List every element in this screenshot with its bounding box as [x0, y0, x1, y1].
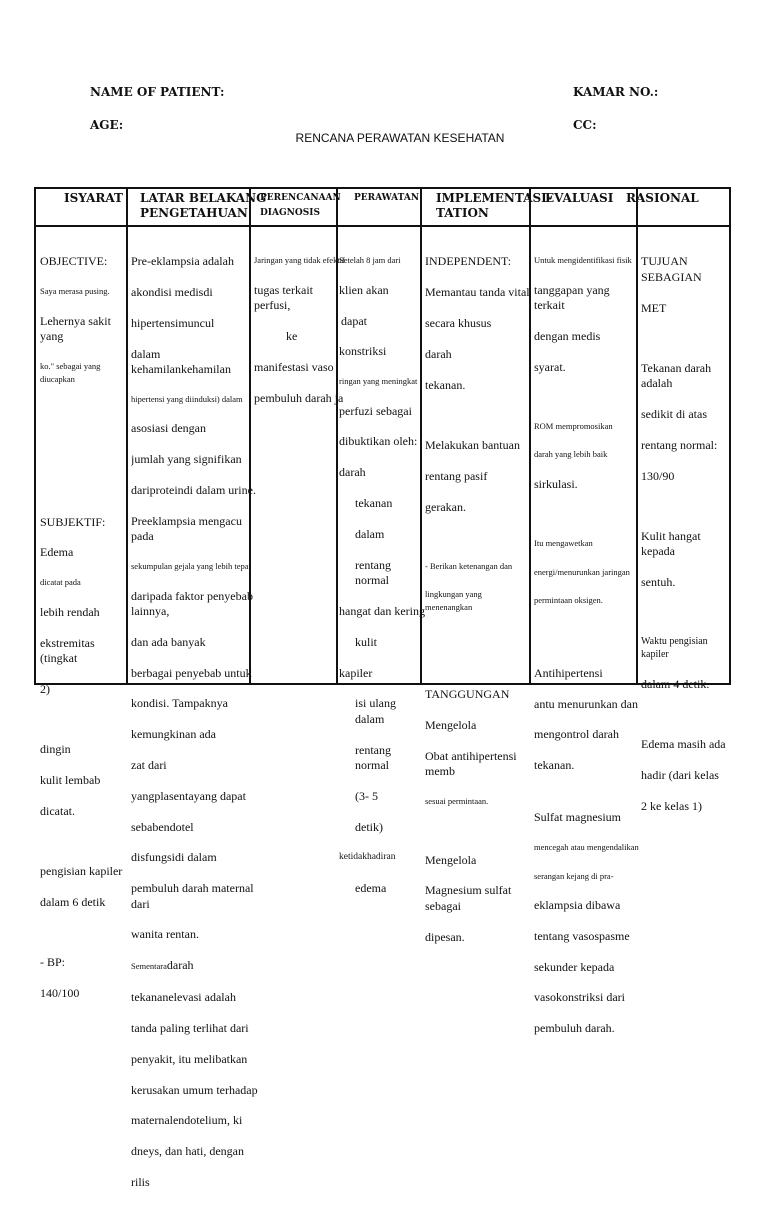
evaluasi-line: Antihipertensi [534, 665, 603, 680]
implementasi-line: dipesan. [425, 929, 465, 944]
perawatan-line: rentang normal [355, 557, 391, 588]
latar-line: zat dari [131, 758, 167, 772]
latar-line: kondisi. Tampaknya [131, 696, 228, 711]
implementasi-line: darah [425, 346, 452, 361]
rasional-line: Waktu pengisian kapiler [641, 636, 708, 661]
latar-line: dan ada banyak [131, 634, 206, 649]
evaluasi-line: vasokonstriksi dari [534, 990, 625, 1005]
evaluasi-column [534, 239, 642, 1052]
care-plan-table [34, 187, 731, 1189]
perawatan-line: kapiler [339, 665, 373, 680]
perawatan-line: konstriksi [339, 344, 387, 359]
evaluasi-line: antu menurunkan dan [534, 696, 638, 711]
isyarat-line: ko." sebagai yang diucapkan [40, 360, 101, 384]
implementasi-column [425, 239, 531, 960]
latar-line: hipertensimuncul [131, 316, 215, 331]
perawatan-line: darah [339, 465, 366, 480]
latar-line: Preeklampsia mengacu pada [131, 513, 242, 544]
implementasi-line: rentang pasif [425, 468, 488, 483]
implementasi-line: Mengelola [425, 852, 477, 867]
evaluasi-line: permintaan oksigen. [534, 594, 603, 605]
perawatan-line: tekanan [355, 496, 393, 511]
latar-line: rilis [131, 1174, 150, 1189]
latar-line: berbagai penyebab untuk [131, 665, 252, 680]
implementasi-line: Magnesium sulfat sebagai [425, 883, 512, 913]
evaluasi-line: tekanan. [534, 758, 575, 773]
evaluasi-line: Sulfat magnesium [534, 810, 621, 825]
rasional-line: hadir (dari kelas [641, 767, 719, 782]
rasional-line: Tekanan darah adalah [641, 360, 712, 391]
diagnosis-line: Jaringan yang tidak efektif [254, 255, 345, 266]
evaluasi-line: mencegah atau mengendalikan [534, 842, 639, 853]
perawatan-line: edema [355, 880, 387, 895]
isyarat-line: kulit lembab [40, 772, 101, 787]
isyarat-line: 2) [40, 681, 50, 696]
latar-line: dneys, dan hati, dengan [131, 1144, 244, 1159]
evaluasi-line: Itu mengawetkan [534, 538, 593, 549]
objective-heading: OBJECTIVE: [40, 254, 108, 269]
isyarat-line: pengisian kapiler [40, 863, 123, 878]
evaluasi-line: tentang vasospasme [534, 928, 630, 943]
latar-line: tanda paling terlihat dari [131, 1020, 249, 1035]
isyarat-line: Edema [40, 545, 74, 560]
header-evaluasi: EVALUASI [545, 191, 614, 205]
isyarat-line: dingin [40, 741, 71, 756]
perawatan-line: rentang normal [355, 742, 391, 772]
isyarat-line: Lehernya sakit yang [40, 313, 111, 344]
implementasi-line: Memantau tanda vital [425, 285, 530, 300]
implementasi-line: gerakan. [425, 499, 466, 514]
implementasi-line: lingkungan yang menenangkan [425, 589, 482, 613]
latar-fragment: darah [166, 958, 194, 973]
latar-line: dalam kehamilankehamilan [131, 346, 231, 377]
rasional-line: Kulit hangat kepada [641, 528, 701, 559]
isyarat-line: lebih rendah [40, 604, 100, 619]
evaluasi-line: pembuluh darah. [534, 1021, 615, 1036]
isyarat-line: Saya merasa pusing. [40, 286, 110, 297]
latar-line: daripada faktor penyebab lainnya, [131, 588, 253, 618]
latar-line: asosiasi dengan [131, 421, 206, 436]
evaluasi-line: energi/menurunkan jaringan [534, 566, 630, 577]
latar-line: pembuluh darah maternal dari [131, 881, 254, 911]
header-rasional: RASIONAL [626, 191, 699, 205]
isyarat-column [40, 239, 132, 1016]
implementasi-line: Melakukan bantuan [425, 437, 520, 452]
evaluasi-line: sirkulasi. [534, 476, 578, 491]
perawatan-line: dibuktikan oleh: [339, 434, 418, 449]
rasional-line: dalam 4 detik. [641, 676, 710, 691]
implementasi-line: secara khusus [425, 316, 492, 331]
perawatan-column [339, 239, 427, 912]
diagnosis-line: pembuluh darah ja [254, 390, 344, 405]
evaluasi-line: mengontrol darah [534, 727, 619, 742]
subjektif-heading: SUBJEKTIF: [40, 514, 106, 529]
header-divider [36, 225, 729, 227]
diagnosis-column [254, 239, 346, 421]
implementasi-line: Mengelola [425, 717, 477, 732]
perawatan-line: hangat dan kering [339, 603, 425, 618]
rasional-line: TUJUAN SEBAGIAN [641, 254, 702, 284]
document-title: RENCANA PERAWATAN KESEHATAN [295, 131, 505, 145]
latar-line: akondisi medisdi [131, 285, 213, 300]
latar-line: sebabendotel [131, 819, 194, 834]
isyarat-line: 140/100 [40, 985, 80, 1000]
evaluasi-line: Untuk mengidentifikasi fisik [534, 255, 632, 266]
perawatan-line: Setelah 8 jam dari [339, 255, 401, 266]
perawatan-line: ringan yang meningkat [339, 376, 418, 387]
evaluasi-line: ROM mempromosikan [534, 421, 613, 432]
latar-line: disfungsidi dalam [131, 850, 217, 865]
latar-belakang-column [131, 239, 259, 1206]
isyarat-line: dalam 6 detik [40, 894, 106, 909]
implementasi-line: - Berikan ketenangan dan [425, 560, 513, 571]
perawatan-line: perfuzi sebagai [339, 403, 412, 418]
tanggungan-heading: TANGGUNGAN [425, 686, 510, 701]
latar-line: dariproteindi dalam urine. [131, 483, 256, 498]
perawatan-line: dalam [355, 526, 385, 541]
perawatan-line: ketidakhadiran [339, 852, 396, 863]
latar-line: wanita rentan. [131, 927, 199, 942]
evaluasi-line: darah yang lebih baik [534, 449, 608, 460]
perawatan-line: detik) [355, 819, 383, 834]
diagnosis-line: manifestasi vaso [254, 359, 334, 374]
latar-line: maternalendotelium, ki [131, 1113, 243, 1128]
latar-line: kerusakan umum terhadap [131, 1082, 258, 1097]
header-perencanaan: PERENCANAAN DIAGNOSIS [260, 193, 341, 218]
implementasi-line: tekanan. [425, 377, 466, 392]
header-perawatan: PERAWATAN [354, 193, 420, 203]
header-implementasi: IMPLEMENTASI- TATION [436, 191, 552, 220]
isyarat-line: - BP: [40, 954, 66, 969]
latar-line: Pre-eklampsia adalah [131, 254, 234, 269]
header-latar-belakang: LATAR BELAKANG PENGETAHUAN [140, 191, 267, 220]
perawatan-line: (3- 5 [355, 788, 378, 803]
latar-line: tekananelevasi adalah [131, 990, 236, 1005]
isyarat-line: ekstremitas (tingkat [40, 635, 95, 665]
latar-fragment: Sementara [131, 961, 167, 972]
diagnosis-line: tugas terkait perfusi, [254, 282, 313, 313]
implementasi-line: sesuai permintaan. [425, 795, 489, 806]
age-label: AGE: [90, 118, 124, 132]
evaluasi-line: sekunder kepada [534, 959, 615, 974]
rasional-line: Edema masih ada [641, 736, 726, 751]
isyarat-line: dicatat pada [40, 577, 81, 588]
latar-line: sekumpulan gejala yang lebih tepat [131, 561, 251, 572]
latar-line: hipertensi yang diinduksi) dalam [131, 394, 243, 405]
latar-line: penyakit, itu melibatkan [131, 1051, 248, 1066]
rasional-line: 130/90 [641, 468, 675, 483]
rasional-line: sedikit di atas [641, 407, 707, 422]
latar-line: yangplasentayang dapat [131, 788, 246, 803]
cc-label: CC: [573, 118, 597, 132]
evaluasi-line: syarat. [534, 359, 566, 374]
latar-line: jumlah yang signifikan [131, 452, 242, 467]
latar-line [131, 958, 259, 974]
perawatan-line: isi ulang dalam [355, 696, 396, 726]
rasional-line: rentang normal: [641, 437, 718, 452]
evaluasi-line: eklampsia dibawa [534, 898, 621, 912]
perawatan-line: kulit [355, 634, 378, 649]
kamar-no-label: KAMAR NO.: [573, 85, 659, 99]
header-isyarat: ISYARAT [64, 191, 123, 205]
rasional-column [641, 239, 733, 829]
implementasi-line: Obat antihipertensi memb [425, 748, 517, 778]
latar-line: kemungkinan ada [131, 727, 216, 742]
evaluasi-line: serangan kejang di pra- [534, 870, 614, 881]
name-of-patient-label: NAME OF PATIENT: [90, 85, 225, 99]
isyarat-line: dicatat. [40, 803, 75, 818]
independent-heading: INDEPENDENT: [425, 254, 512, 269]
evaluasi-line: tanggapan yang terkait [534, 282, 610, 313]
perawatan-line: klien akan [339, 282, 389, 297]
diagnosis-line: ke [286, 329, 298, 344]
perawatan-line: dapat [341, 313, 367, 328]
rasional-line: MET [641, 300, 667, 315]
rasional-line: sentuh. [641, 575, 676, 590]
evaluasi-line: dengan medis [534, 329, 601, 344]
rasional-line: 2 ke kelas 1) [641, 798, 702, 813]
